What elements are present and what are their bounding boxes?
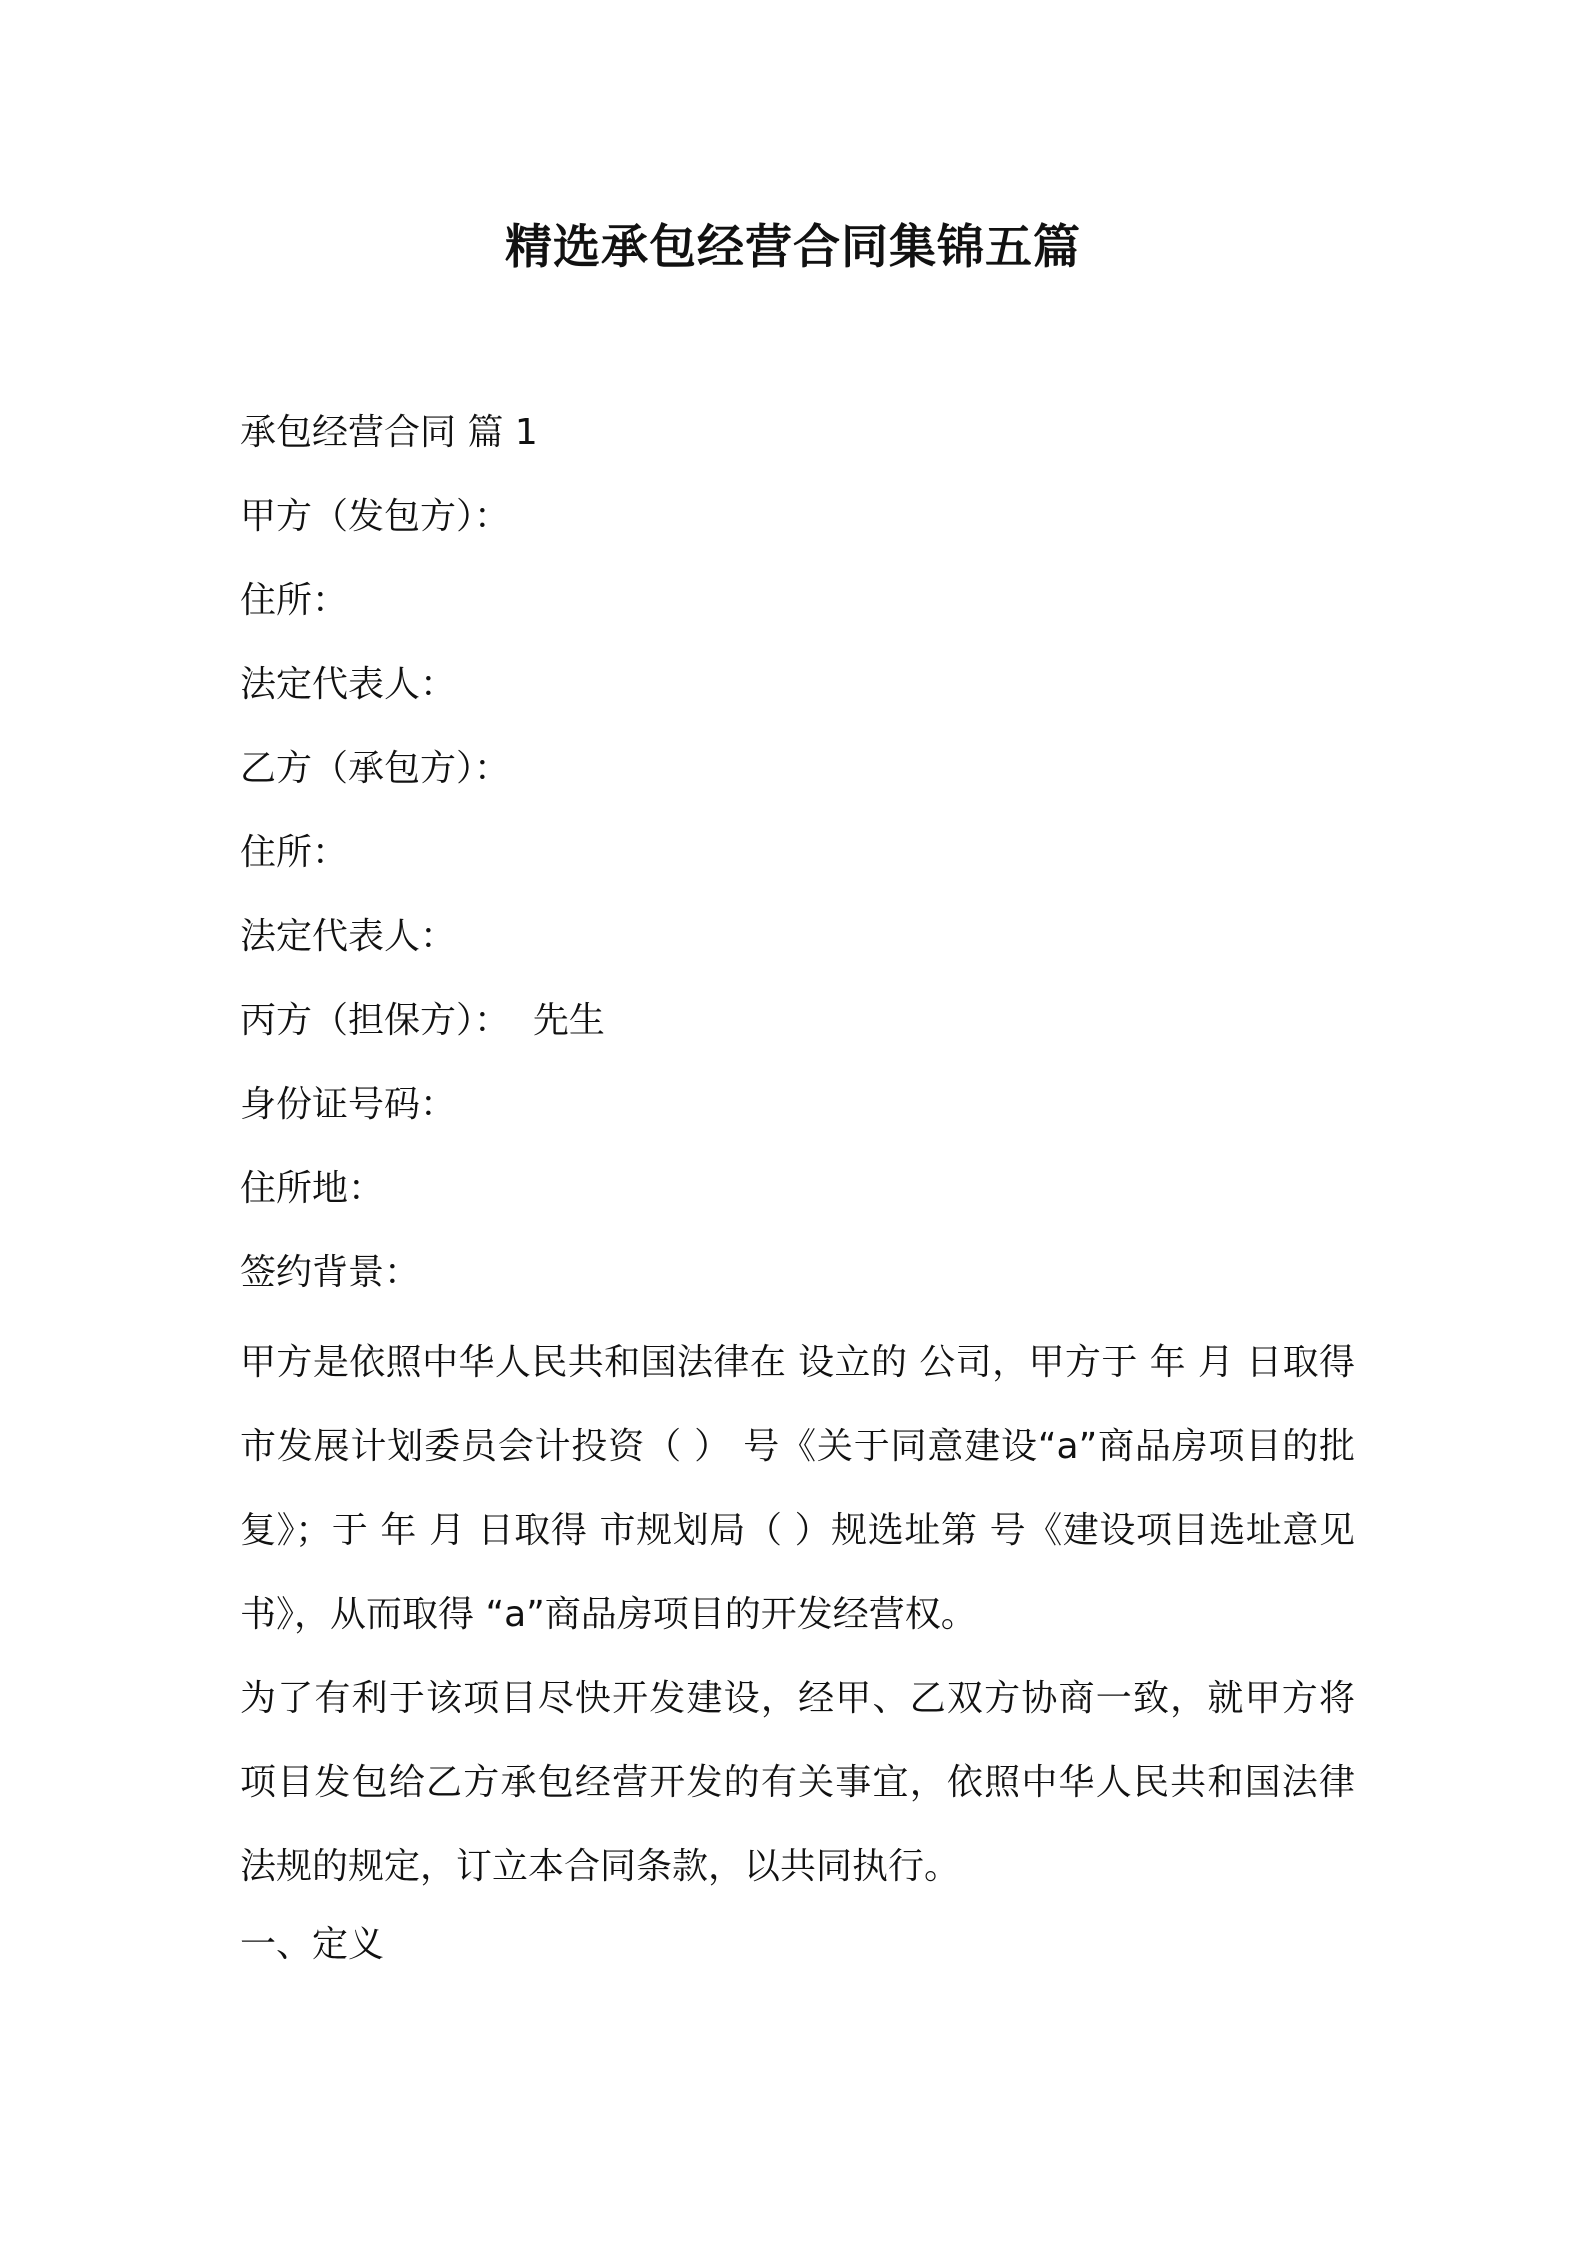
party-b-representative-label: 法定代表人： [240, 916, 457, 957]
purpose-paragraph: 为了有利于该项目尽快开发建设，经甲、乙双方协商一致，就甲方将项目发包给乙方承包经营开发的有关事宜，依照中华人民共和国法律法规的规定，订立本合同条款，以共同执行。 [240, 1678, 1355, 1887]
party-b-address-label: 住所： [240, 832, 349, 873]
residence-label: 住所地： [240, 1168, 385, 1209]
party-a-representative-label: 法定代表人： [240, 664, 457, 705]
party-a-label: 甲方（发包方）： [240, 496, 511, 537]
party-a-address-label: 住所： [240, 580, 349, 621]
section-heading-definitions: 一、定义 [240, 1924, 385, 1965]
party-b-label: 乙方（承包方）： [240, 748, 511, 789]
document-title: 精选承包经营合同集锦五篇 [505, 220, 1081, 275]
party-c-label: 丙方（担保方）： 先生 [240, 1000, 605, 1041]
id-number-label: 身份证号码： [240, 1084, 457, 1125]
signing-background-label: 签约背景： [240, 1252, 421, 1293]
contract-heading: 承包经营合同 篇 1 [240, 412, 538, 453]
background-paragraph: 甲方是依照中华人民共和国法律在 设立的 公司，甲方于 年 月 日取得 市发展计划委员会计投资（ ） 号《关于同意建设“a”商品房项目的批复》；于 年 月 日取得 市规划局（ ）规选址第 号《建设项目选址意见书》，从而取得 “a”商品房项目的开发经营权。 [240, 1342, 1355, 1635]
